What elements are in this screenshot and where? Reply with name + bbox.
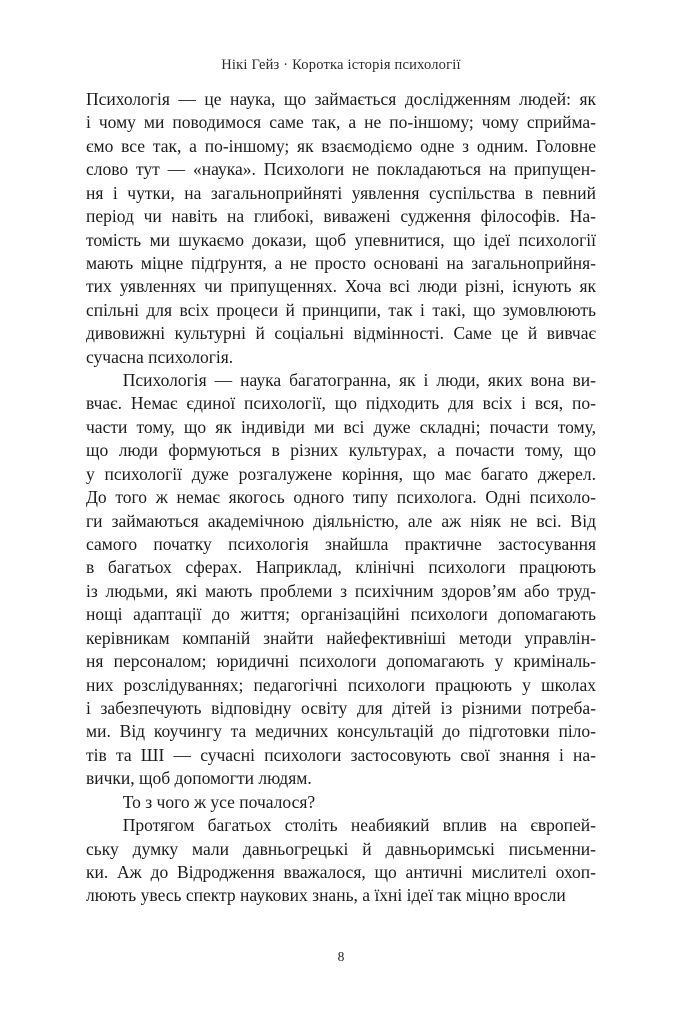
text-line: ня персоналом; юридичні психологи допомагають у криміналь- — [86, 651, 596, 672]
text-line: ги займаються академічною діяльністю, але аж ніяк не всі. Від — [86, 510, 596, 531]
page-number: 8 — [337, 949, 345, 964]
text-line: До того ж немає якогось одного типу психолога. Одні психоло- — [86, 487, 596, 508]
text-line: і чому ми поводимося саме так, а не по-іншому; чому сприйма- — [86, 112, 596, 133]
text-line: ську думку мали давньогрецькі й давньоримські письменни- — [86, 838, 596, 859]
text-line: із людьми, які мають проблеми з психічним здоров’ям або труд- — [86, 580, 596, 601]
text-line: сучасна психологія. — [86, 346, 234, 367]
text-line: спільні для всіх процеси й принципи, так і такі, що зумовлюють — [86, 299, 596, 320]
text-line: слово тут — «наука». Психологи не покладаються на припущен- — [86, 159, 596, 180]
text-line: самого початку психологія знайшла практичне застосування — [86, 534, 596, 555]
text-line: вчає. Немає єдиної психології, що підходить для всіх і вся, по- — [86, 393, 596, 414]
text-line: у психології дуже розгалужене коріння, що має багато джерел. — [86, 463, 596, 484]
text-line: період чи навіть на глибокі, виважені судження філософів. На- — [86, 206, 596, 227]
text-line: дивовижні культурні й соціальні відмінності. Саме це й вивчає — [86, 323, 596, 344]
text-line: части тому, що як індивіди ми всі дуже складні; почасти тому, — [86, 416, 596, 437]
text-line: мають міцне підґрунтя, а не просто основані на загальноприйня- — [86, 252, 596, 273]
paragraph — [86, 791, 596, 814]
text-line: Протягом багатьох століть неабиякий вплив на європей- — [122, 815, 596, 836]
text-line: ємо все так, а по-іншому; як взаємодіємо одне з одним. Головне — [86, 135, 596, 156]
text-line: Психологія — наука багатогранна, як і люди, яких вона ви- — [122, 370, 596, 391]
paragraph — [86, 88, 596, 369]
text-line: ки. Аж до Відродження вважалося, що античні мислителі охоп- — [86, 861, 596, 882]
text-line: що люди формуються в різних культурах, а почасти тому, що — [86, 440, 596, 461]
text-line: керівникам компаній знайти найефективніші методи управлін- — [86, 627, 596, 648]
paragraph — [86, 369, 596, 791]
text-line: нощі адаптації до життя; організаційні психологи допомагають — [86, 604, 596, 625]
text-line: і забезпечують відповідну освіту для дітей із різними потреба- — [86, 697, 596, 718]
text-line: ми. Від коучингу та медичних консультацій до підготовки піло- — [86, 721, 596, 742]
text-line: тів та ШІ — сучасні психологи застосовують свої знання і на- — [86, 744, 596, 765]
text-line: них розслідуваннях; педагогічні психологи працюють у школах — [86, 674, 596, 695]
text-line: Психологія — це наука, що займається дослідженням людей: як — [86, 89, 596, 109]
text-line: в багатьох сферах. Наприклад, клінічні психологи працюють — [86, 557, 596, 578]
running-header: Нікі Гейз · Коротка історія психології — [221, 57, 461, 73]
text-line: тих уявленнях чи припущеннях. Хоча всі люди різні, існують як — [86, 276, 596, 297]
text-line: ня і чутки, на загальноприйняті уявлення суспільства в певний — [86, 182, 596, 203]
text-line: люють увесь спектр наукових знань, а їхні ідеї так міцно вросли — [86, 885, 566, 906]
text-line: вички, щоб допомогти людям. — [86, 768, 312, 789]
text-line: То з чого ж усе почалося? — [122, 791, 316, 812]
text-block — [86, 88, 596, 908]
text-line: томість ми шукаємо докази, щоб упевнитися, що ідеї психології — [86, 229, 596, 250]
paragraph — [86, 814, 596, 908]
